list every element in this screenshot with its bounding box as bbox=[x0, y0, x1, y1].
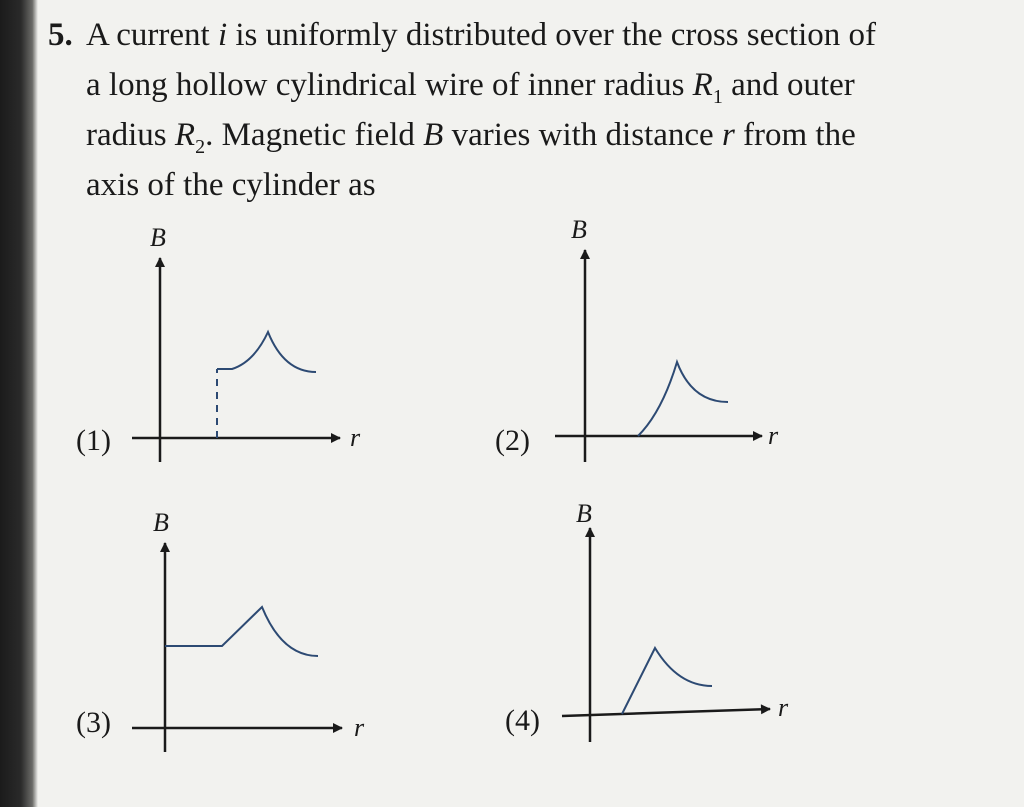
option-1-y-axis-label: B bbox=[150, 223, 166, 252]
option-4-graph[interactable] bbox=[505, 499, 789, 742]
option-3-curve bbox=[165, 607, 318, 656]
option-1-graph[interactable] bbox=[76, 223, 361, 462]
option-3-y-axis-label: B bbox=[153, 508, 169, 537]
question-line-1: 5. A current i is uniformly distributed over the cross section of bbox=[48, 10, 978, 60]
option-4-curve bbox=[622, 648, 712, 714]
option-1-curve bbox=[217, 332, 316, 372]
option-4-x-axis bbox=[562, 709, 770, 716]
question-line-4: axis of the cylinder as bbox=[86, 167, 376, 203]
option-4-label: (4) bbox=[505, 704, 540, 737]
question-line-2: a long hollow cylindrical wire of inner radius $R_1$ and outer bbox=[86, 67, 855, 108]
option-4-x-axis-label: r bbox=[778, 693, 789, 722]
option-2-curve bbox=[638, 362, 728, 436]
option-4-y-axis-label: B bbox=[576, 499, 592, 528]
option-2-y-axis-label: B bbox=[571, 215, 587, 244]
option-1-x-axis-label: r bbox=[350, 423, 361, 452]
option-2-label: (2) bbox=[495, 424, 530, 457]
question-line-3: radius $R_2$. Magnetic field B varies with distance r from the bbox=[86, 117, 856, 158]
option-3-label: (3) bbox=[76, 706, 111, 739]
option-3-graph[interactable] bbox=[76, 508, 365, 752]
option-2-graph[interactable] bbox=[495, 215, 779, 462]
option-1-label: (1) bbox=[76, 424, 111, 457]
option-2-x-axis-label: r bbox=[768, 421, 779, 450]
option-3-x-axis-label: r bbox=[354, 713, 365, 742]
question-number: 5. bbox=[48, 17, 73, 53]
